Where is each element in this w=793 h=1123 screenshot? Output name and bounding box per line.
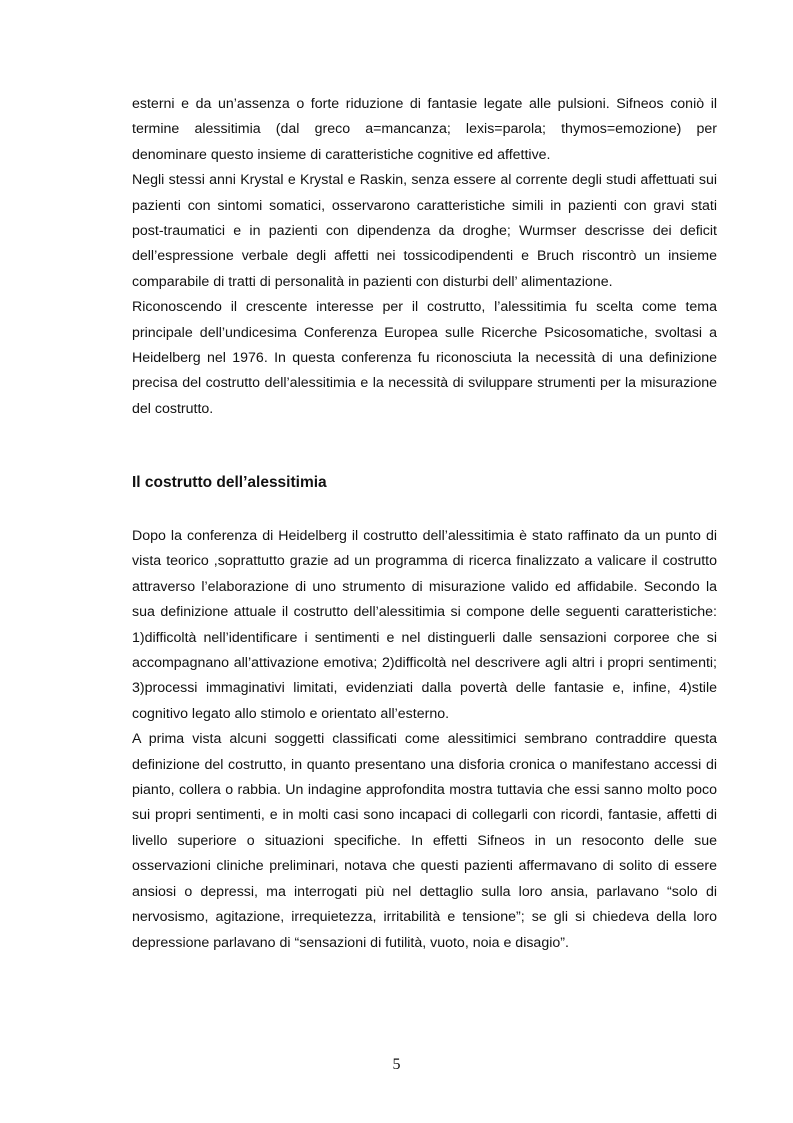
paragraph: esterni e da un’assenza o forte riduzione di fantasie legate alle pulsioni. Sifneos coniò il termine alessitimia (dal greco a=mancanza; lexis=parola; thymos=emozione) per denominare questo insieme di caratteristiche cognitive ed affettive.: [132, 96, 717, 163]
paragraph: Negli stessi anni Krystal e Krystal e Raskin, senza essere al corrente degli studi affettuati sui pazienti con sintomi somatici, osservarono caratteristiche simili in pazienti con gravi stati post-traumatici e in pazienti con dipendenza da droghe; Wurmser descrisse dei deficit dell’espressione verbale degli affetti nei tossicodipendenti e Bruch riscontrò un insieme comparabile di tratti di personalità in pazienti con disturbi dell’ alimentazione.: [132, 172, 717, 290]
body-text-section-1: [132, 92, 717, 422]
page-number: 5: [392, 1056, 401, 1073]
paragraph: Dopo la conferenza di Heidelberg il costrutto dell’alessitimia è stato raffinato da un punto di vista teorico ,soprattutto grazie ad un programma di ricerca finalizzato a valicare il costrutto attraverso l’elaborazione di uno strumento di misurazione valido ed affidabile. Secondo la sua definizione attuale il costrutto dell’alessitimia si compone delle seguenti caratteristiche: 1)difficoltà nell’identificare i sentimenti e nel distinguerli dalle sensazioni corporee che si accompagnano all’attivazione emotiva; 2)difficoltà nel descrivere agli altri i propri sentimenti; 3)processi immaginativi limitati, evidenziati dalla povertà delle fantasie e, infine, 4)stile cognitivo legato allo stimolo e orientato all’esterno.: [132, 528, 717, 722]
paragraph: Riconoscendo il crescente interesse per il costrutto, l’alessitimia fu scelta come tema principale dell’undicesima Conferenza Europea sulle Ricerche Psicosomatiche, svoltasi a Heidelberg nel 1976. In questa conferenza fu riconosciuta la necessità di una definizione precisa del costrutto dell’alessitimia e la necessità di sviluppare strumenti per la misurazione del costrutto.: [132, 299, 717, 417]
paragraph: A prima vista alcuni soggetti classificati come alessitimici sembrano contraddire questa definizione del costrutto, in quanto presentano una disforia cronica o manifestano accessi di pianto, collera o rabbia. Un indagine approfondita mostra tuttavia che essi sanno molto poco sui propri sentimenti, e in molti casi sono incapaci di collegarli con ricordi, fantasie, affetti di livello superiore o situazioni specifiche. In effetti Sifneos in un resoconto delle sue osservazioni cliniche preliminari, notava che questi pazienti affermavano di solito di essere ansiosi o depressi, ma interrogati più nel dettaglio sulla loro ansia, parlavano “solo di nervosismo, agitazione, irrequietezza, irritabilità e tensione”; se gli si chiedeva della loro depressione parlavano di “sensazioni di futilità, vuoto, noia e disagio”.: [132, 731, 717, 951]
section-heading: Il costrutto dell’alessitimia: [132, 474, 327, 491]
body-text-section-2: [132, 524, 717, 956]
